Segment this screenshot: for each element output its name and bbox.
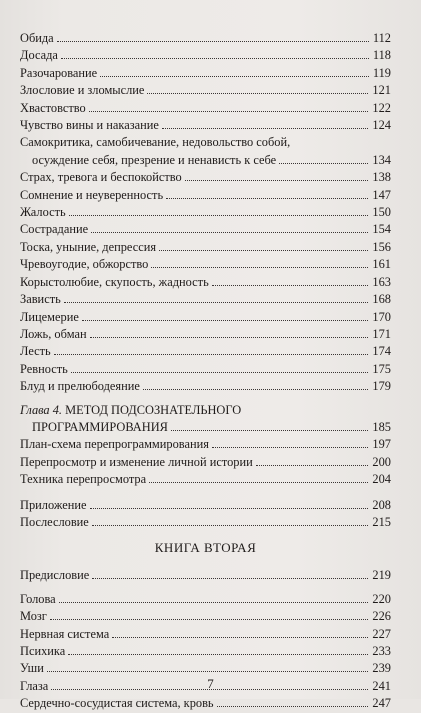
toc-entry-title: осуждение себя, презрение и ненависть к себе (32, 152, 277, 167)
toc-group-chapter4-sections (20, 436, 391, 488)
toc-entry (20, 274, 391, 291)
toc-entry-title: Лесть (20, 344, 51, 359)
chapter-label: Глава 4. (20, 402, 63, 417)
dot-leader (61, 58, 369, 59)
toc-entry (20, 326, 391, 343)
toc-group-body-parts (20, 591, 391, 713)
page-number: 119 (372, 65, 391, 80)
page-number: 121 (372, 83, 391, 98)
page-number: 112 (372, 31, 391, 45)
toc-entry-title: Корыстолюбие, скупость, жадность (20, 274, 209, 289)
dot-leader (279, 163, 368, 164)
page-number: 220 (372, 591, 391, 606)
dot-leader (47, 671, 369, 672)
toc-entry-title: Досада (20, 48, 58, 63)
toc-entry (20, 497, 391, 514)
dot-leader (90, 337, 369, 338)
dot-leader (149, 482, 368, 483)
toc-entry-title: Голова (20, 591, 56, 606)
dot-leader (212, 447, 368, 448)
page-number: 175 (372, 361, 391, 376)
dot-leader (112, 637, 368, 638)
dot-leader (59, 602, 369, 603)
toc-entry (20, 454, 391, 471)
toc-entry-title: Блуд и прелюбодеяние (20, 379, 140, 394)
toc-entry (20, 436, 391, 453)
page-number: 156 (372, 239, 391, 254)
dot-leader (92, 525, 369, 526)
dot-leader (54, 354, 369, 355)
toc-entry-title: Глаза (20, 678, 49, 693)
book-two-heading: КНИГА ВТОРАЯ (154, 540, 257, 556)
toc-entry (20, 65, 391, 82)
dot-leader (185, 180, 369, 181)
page-number: 150 (372, 205, 391, 220)
toc-entry (20, 608, 391, 625)
page-number: 124 (372, 118, 391, 133)
page-number: 163 (372, 274, 391, 289)
toc-entry-title: Приложение (20, 497, 87, 512)
page-number: 226 (372, 609, 391, 624)
toc-entry (20, 626, 391, 643)
page-number: 161 (372, 257, 391, 272)
toc-entry-title: Хвастовство (20, 100, 86, 115)
page-number: 147 (372, 187, 391, 202)
toc-entry (20, 591, 391, 608)
toc-group-appendix (20, 497, 391, 532)
dot-leader (90, 508, 369, 509)
dot-leader (159, 250, 368, 251)
dot-leader (171, 430, 368, 431)
toc-entry (20, 187, 391, 204)
toc-entry-title: Предисловие (20, 568, 90, 583)
toc-entry-title: Сердечно-сосудистая система, кровь (20, 696, 214, 711)
dot-leader (57, 41, 369, 42)
toc-entry-title: Лицемерие (20, 309, 79, 324)
toc-entry-title: Ложь, обман (20, 326, 87, 341)
toc-entry (20, 30, 391, 47)
page-number: 219 (372, 568, 391, 583)
page-footer-number: 7 (207, 676, 214, 691)
dot-leader (69, 215, 369, 216)
toc-entry-title: Злословие и зломыслие (20, 83, 145, 98)
toc-entry-title: Сострадание (20, 222, 89, 237)
toc-entry-title: Мозг (20, 609, 47, 624)
toc-entry-title: Нервная система (20, 626, 110, 641)
toc-entry (20, 100, 391, 117)
page-number: 197 (372, 437, 391, 452)
page-number: 179 (372, 379, 391, 394)
toc-entry (20, 514, 391, 531)
toc-entry (20, 204, 391, 221)
toc-entry (20, 47, 391, 64)
page-number: 241 (372, 678, 391, 693)
page-number: 247 (372, 696, 391, 711)
dot-leader (212, 285, 369, 286)
toc-entry-title: Психика (20, 644, 66, 658)
toc-entry (20, 82, 391, 99)
dot-leader (217, 706, 369, 707)
toc-entry (20, 361, 391, 378)
toc-entry-title: Чувство вины и наказание (20, 118, 159, 133)
page-number: 134 (372, 152, 391, 167)
toc-entry (20, 256, 391, 273)
page-number: 208 (372, 497, 391, 512)
toc-entry-title: Техника перепросмотра (20, 472, 147, 487)
page-number: 215 (372, 514, 391, 529)
toc-entry-title: Сомнение и неуверенность (20, 187, 164, 202)
page-number: 118 (372, 48, 391, 63)
page-number: 154 (372, 222, 391, 237)
toc-entry-title: Страх, тревога и беспокойство (20, 170, 182, 185)
chapter-title-line1: МЕТОД ПОДСОЗНАТЕЛЬНОГО (65, 402, 242, 417)
page-number: 239 (372, 661, 391, 676)
toc-entry-title: Перепросмотр и изменение личной истории (20, 454, 253, 469)
toc-entry-title: Обида (20, 31, 54, 45)
dot-leader (147, 93, 368, 94)
chapter-title-line2: ПРОГРАММИРОВАНИЯ (32, 419, 168, 434)
dot-leader (64, 302, 369, 303)
dot-leader (91, 232, 368, 233)
toc-entry (20, 643, 391, 660)
dot-leader (100, 76, 369, 77)
toc-entry (20, 378, 391, 395)
toc-entry-title: Чревоугодие, обжорство (20, 257, 149, 272)
page-number: 174 (372, 344, 391, 359)
toc-entry (20, 221, 391, 238)
toc-entry-title: Разочарование (20, 65, 98, 80)
page-number: 200 (372, 454, 391, 469)
toc-group-preface (20, 567, 391, 584)
toc-entry-title-line1: Самокритика, самобичевание, недовольство собой, (20, 135, 291, 150)
dot-leader (89, 111, 369, 112)
toc-entry (20, 343, 391, 360)
dot-leader (68, 654, 368, 655)
toc-entry (20, 695, 391, 712)
toc-chapter-4 (20, 402, 391, 437)
toc-entry (20, 169, 391, 186)
dot-leader (50, 619, 369, 620)
dot-leader (92, 578, 368, 579)
toc-entry-title: Зависть (20, 292, 61, 307)
page-number: 227 (372, 626, 391, 641)
dot-leader (256, 465, 369, 466)
page-number: 138 (372, 170, 391, 185)
toc-entry (20, 567, 391, 584)
page-number: 170 (372, 309, 391, 324)
dot-leader (151, 267, 368, 268)
toc-entry (20, 134, 391, 169)
dot-leader (82, 320, 369, 321)
page-number: 204 (372, 472, 391, 487)
toc-entry (20, 239, 391, 256)
toc-entry-title: План-схема перепрограммирования (20, 437, 209, 452)
dot-leader (166, 198, 368, 199)
page-number: 171 (372, 326, 391, 341)
page-number: 168 (372, 292, 391, 307)
table-of-contents (20, 30, 391, 713)
toc-entry (20, 117, 391, 134)
toc-entry-title: Жалость (20, 205, 66, 220)
dot-leader (71, 372, 369, 373)
toc-entry (20, 471, 391, 488)
toc-entry-title: Ревность (20, 361, 68, 376)
page-number: 233 (372, 644, 391, 658)
toc-entry (20, 291, 391, 308)
toc-entry-title: Послесловие (20, 514, 89, 529)
toc-entry-title: Уши (20, 661, 44, 676)
page-number: 185 (372, 419, 391, 434)
page-number: 122 (372, 100, 391, 115)
dot-leader (162, 128, 369, 129)
dot-leader (143, 389, 369, 390)
toc-entry (20, 309, 391, 326)
toc-entry-title: Тоска, уныние, депрессия (20, 239, 157, 254)
toc-group-emotions (20, 30, 391, 396)
